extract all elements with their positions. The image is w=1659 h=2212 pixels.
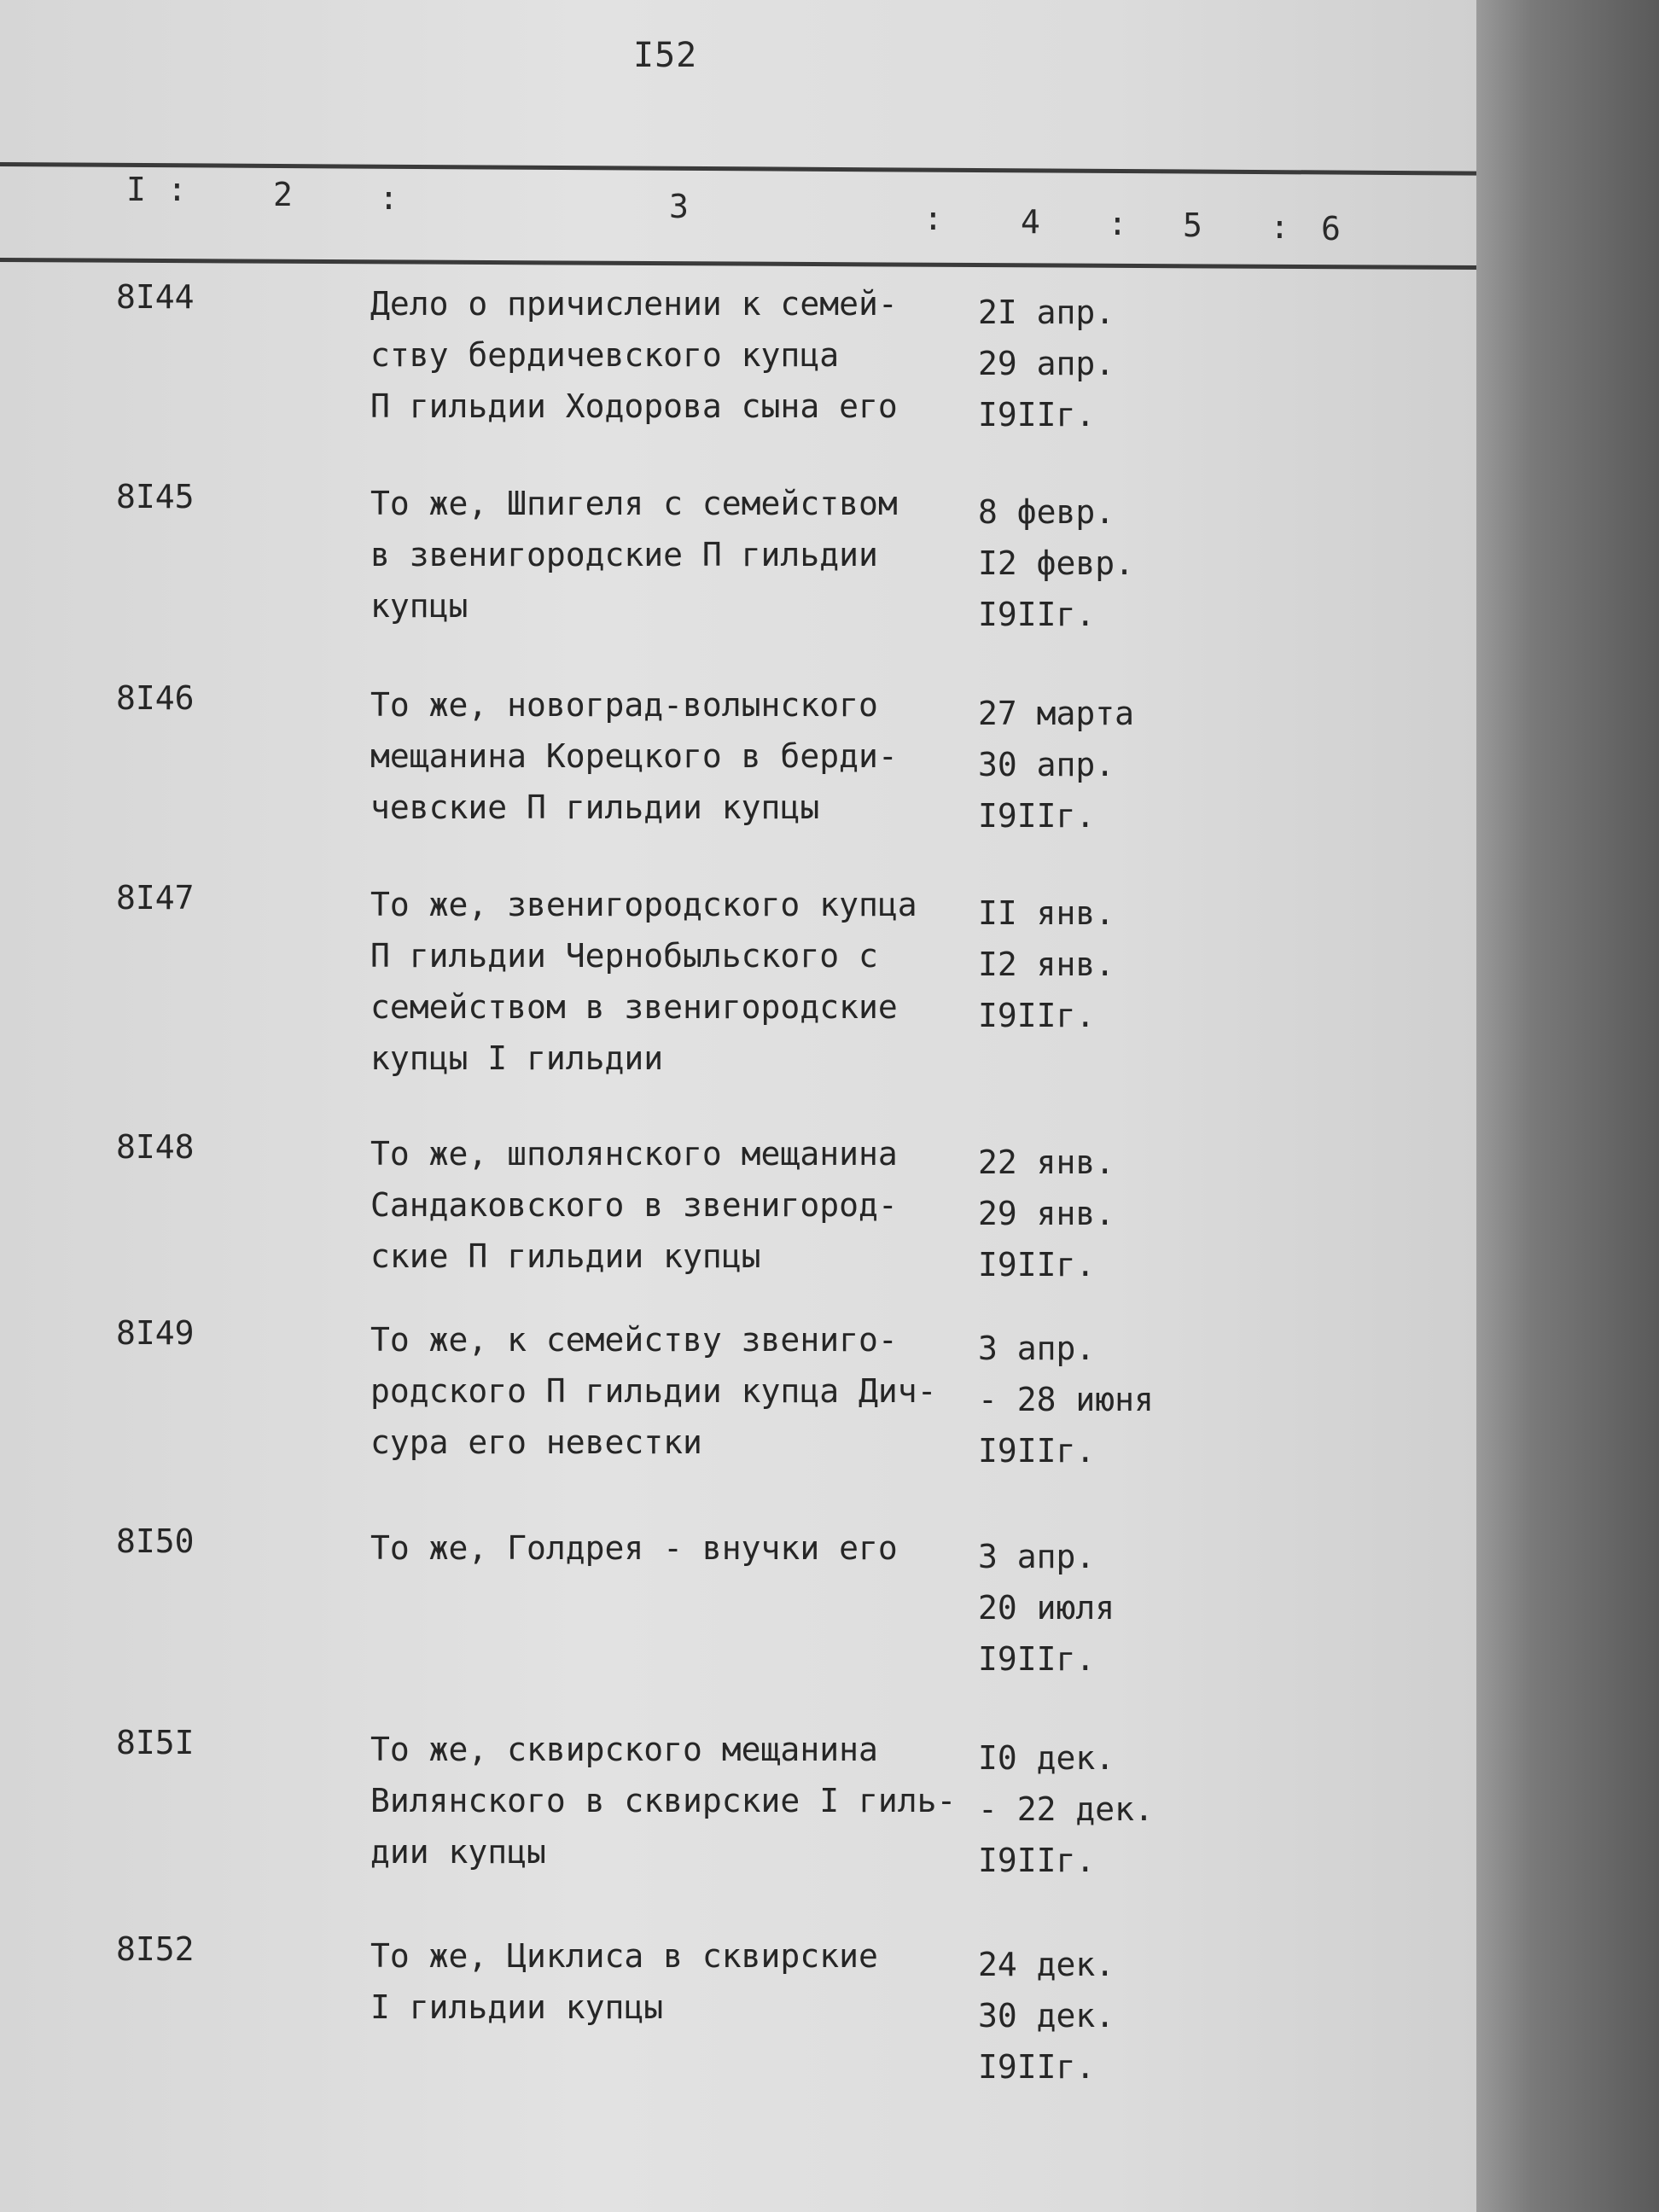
start-date: II янв. [978,894,1115,932]
entry-description [370,679,968,833]
description-line: в звенигородские П гильдии [370,536,878,573]
entry-description [370,1522,968,1574]
end-date: - 28 июня [978,1381,1154,1418]
entry-dates [978,1732,1183,1886]
entry-number: 8I44 [116,278,195,316]
inventory-entry [0,1314,1476,1485]
inventory-entry [0,679,1476,850]
start-date: I0 дек. [978,1739,1115,1777]
entry-description [370,1128,968,1282]
year: I9IIг. [978,1246,1096,1284]
start-date: 27 марта [978,695,1135,732]
description-line: Сандаковского в звенигород- [370,1186,898,1224]
entry-number: 8I45 [116,478,195,515]
column-separator: : [167,171,187,208]
inventory-entry [0,478,1476,649]
description-line: чевские П гильдии купцы [370,789,820,826]
column-header-2: 2 [273,176,293,213]
start-date: 8 февр. [978,493,1115,531]
end-date: 29 апр. [978,345,1115,382]
description-line: П гильдии Чернобыльского с [370,937,878,975]
entry-description [370,1930,968,2033]
inventory-entry [0,1128,1476,1299]
end-date: - 22 дек. [978,1790,1154,1828]
entry-dates [978,888,1183,1041]
description-line: родского П гильдии купца Дич- [370,1372,937,1410]
entry-number: 8I5I [116,1724,195,1761]
start-date: 24 дек. [978,1946,1115,1983]
description-line: П гильдии Ходорова сына его [370,387,898,425]
start-date: 3 апр. [978,1538,1096,1575]
column-separator: : [1270,208,1289,246]
description-line: ские П гильдии купцы [370,1237,761,1275]
year: I9IIг. [978,797,1096,835]
entry-dates [978,287,1183,440]
description-line: сура его невестки [370,1423,702,1461]
year: I9IIг. [978,1432,1096,1470]
end-date: 20 июля [978,1589,1115,1627]
column-separator: : [379,179,399,217]
description-line: ству бердичевского купца [370,336,840,374]
description-line: То же, шполянского мещанина [370,1135,898,1173]
entry-number: 8I50 [116,1522,195,1560]
column-separator: : [923,200,943,237]
end-date: 30 дек. [978,1997,1115,2034]
year: I9IIг. [978,1842,1096,1879]
year: I9IIг. [978,2048,1096,2086]
inventory-entry [0,278,1476,449]
year: I9IIг. [978,1640,1096,1678]
page-number: I52 [633,36,698,75]
inventory-entry [0,879,1476,1077]
end-date: 29 янв. [978,1195,1115,1232]
entry-description [370,1724,968,1877]
entry-description [370,278,968,432]
entry-number: 8I52 [116,1930,195,1968]
description-line: То же, Шпигеля с семейством [370,485,898,522]
entry-dates [978,1531,1183,1685]
description-line: То же, новоград-волынского [370,686,878,724]
description-line: купцы [370,587,469,625]
description-line: I гильдии купцы [370,1988,664,2026]
description-line: То же, Голдрея - внучки его [370,1529,898,1567]
entry-description [370,879,968,1084]
column-header-1: I [126,171,146,208]
description-line: Вилянского в сквирские I гиль- [370,1782,957,1819]
description-line: дии купцы [370,1833,546,1871]
entry-description [370,1314,968,1468]
description-line: То же, Циклиса в сквирские [370,1937,878,1975]
entry-dates [978,486,1183,640]
column-header-4: 4 [1021,203,1040,241]
entry-dates [978,688,1183,841]
start-date: 2I апр. [978,294,1115,331]
description-line: То же, звенигородского купца [370,886,917,923]
year: I9IIг. [978,997,1096,1034]
description-line: То же, к семейству звениго- [370,1321,898,1359]
entry-dates [978,1323,1183,1476]
entry-number: 8I46 [116,679,195,717]
end-date: I2 янв. [978,946,1115,983]
entry-number: 8I48 [116,1128,195,1166]
description-line: семейством в звенигородские [370,988,898,1026]
inventory-entry [0,1522,1476,1693]
entry-description [370,478,968,632]
description-line: купцы I гильдии [370,1039,664,1077]
page-shadow-edge [1476,0,1659,2212]
description-line: То же, сквирского мещанина [370,1731,878,1768]
column-separator: : [1108,205,1127,242]
start-date: 22 янв. [978,1144,1115,1181]
column-header-3: 3 [669,188,689,225]
inventory-entry [0,1724,1476,1895]
year: I9IIг. [978,396,1096,434]
end-date: I2 февр. [978,544,1135,582]
column-header-5: 5 [1183,207,1202,244]
entry-dates [978,1939,1183,2093]
inventory-entry [0,1930,1476,2101]
entry-dates [978,1137,1183,1290]
column-header-6: 6 [1321,210,1341,247]
start-date: 3 апр. [978,1330,1096,1367]
entry-number: 8I49 [116,1314,195,1352]
year: I9IIг. [978,596,1096,633]
description-line: мещанина Корецкого в берди- [370,737,898,775]
entry-number: 8I47 [116,879,195,917]
end-date: 30 апр. [978,746,1115,783]
description-line: Дело о причислении к семей- [370,285,898,323]
